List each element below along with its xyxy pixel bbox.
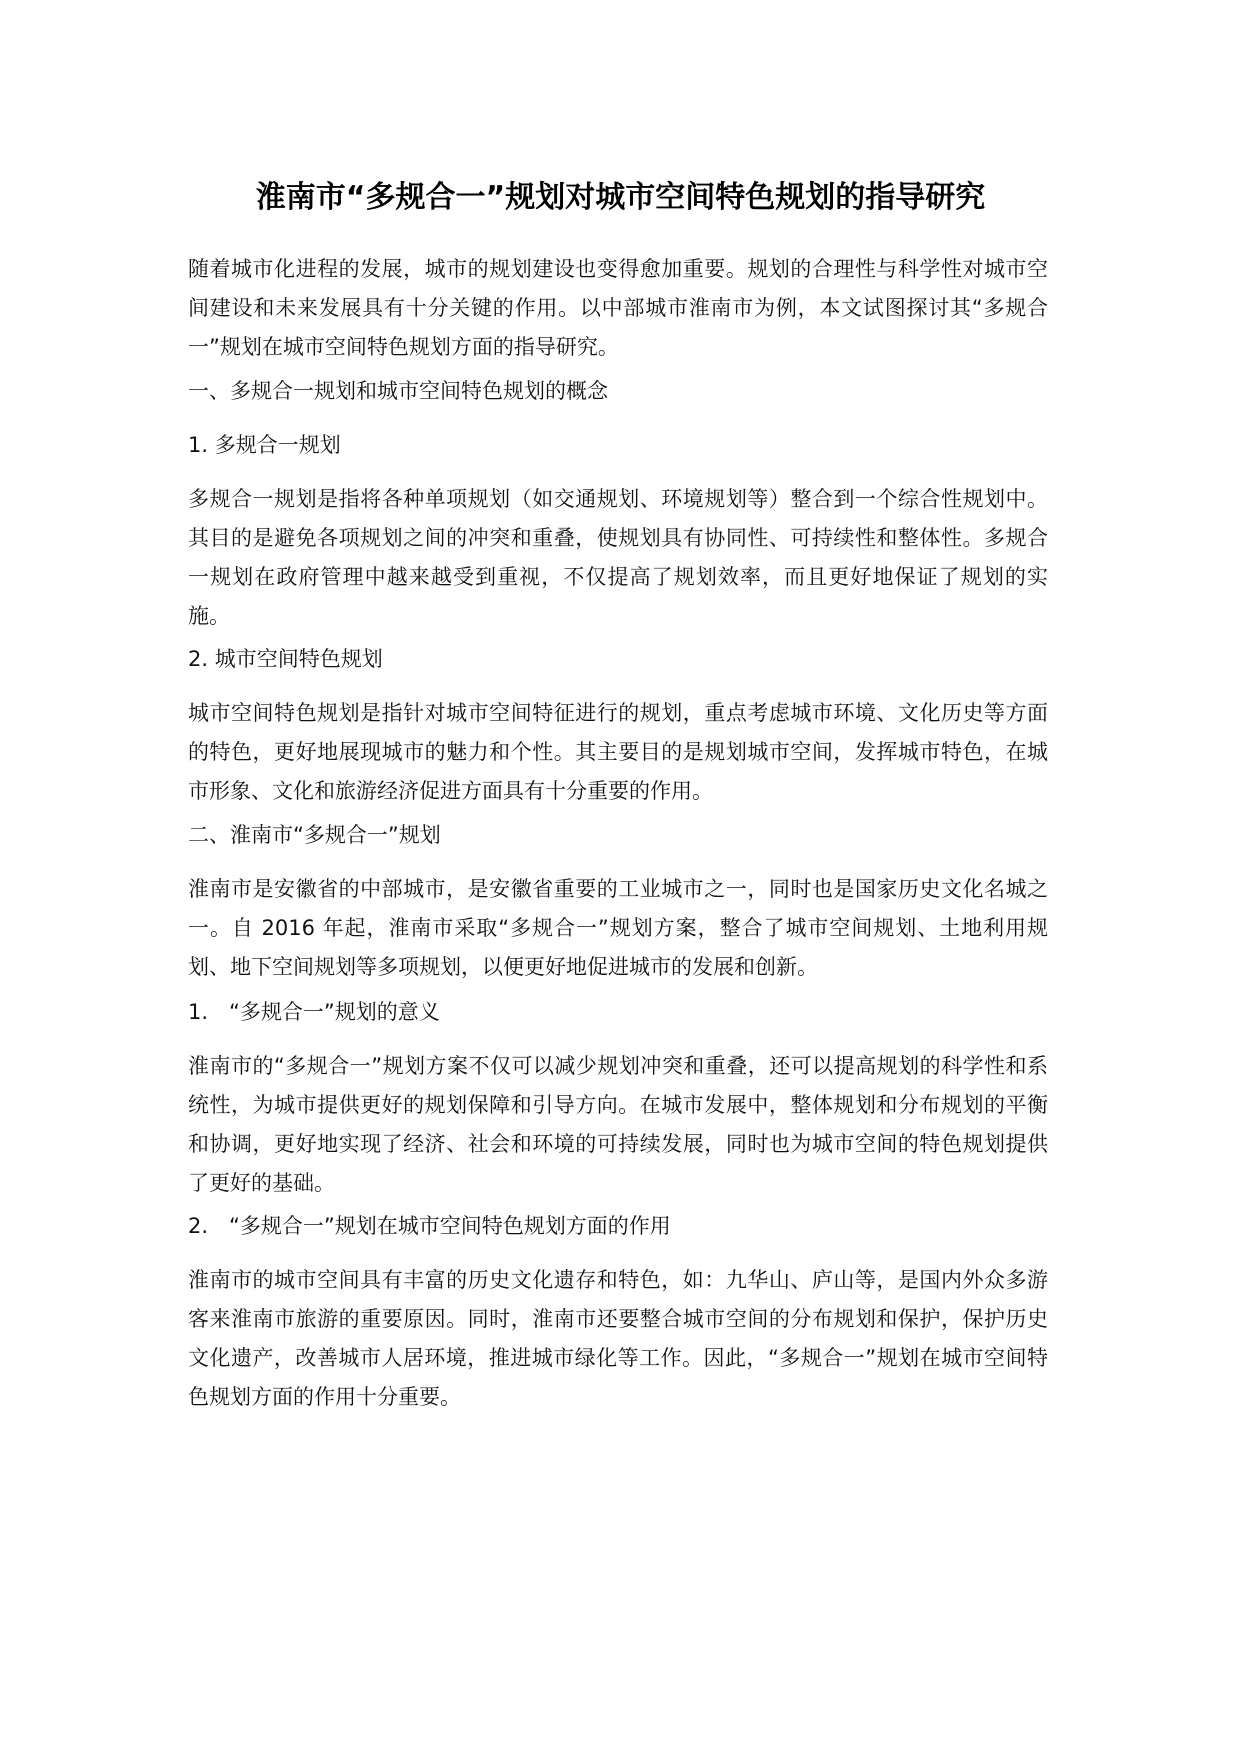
document-title: 淮南市“多规合一”规划对城市空间特色规划的指导研究	[255, 180, 986, 215]
paragraph-multi-plan-concept: 多规合一规划是指将各种单项规划（如交通规划、环境规划等）整合到一个综合性规划中。其目的是避免各项规划之间的冲突和重叠，使规划具有协同性、可持续性和整体性。多规合一规划在政府管理中越来越受到重视，不仅提高了规划效率，而且更好地保证了规划的实施。	[188, 487, 1048, 628]
subsection-heading-1-2: 2. 城市空间特色规划	[188, 647, 383, 671]
subsection-heading-1-1: 1. 多规合一规划	[188, 433, 341, 457]
subsection-heading-2-1: 1. “多规合一”规划的意义	[188, 1000, 440, 1024]
paragraph-significance: 淮南市的“多规合一”规划方案不仅可以减少规划冲突和重叠，还可以提高规划的科学性和系统性，为城市提供更好的规划保障和引导方向。在城市发展中，整体规划和分布规划的平衡和协调，更好地实现了经济、社会和环境的可持续发展，同时也为城市空间的特色规划提供了更好的基础。	[188, 1054, 1048, 1195]
section-heading-2: 二、淮南市“多规合一”规划	[188, 823, 441, 847]
paragraph-role: 淮南市的城市空间具有丰富的历史文化遗存和特色，如：九华山、庐山等，是国内外众多游客来淮南市旅游的重要原因。同时，淮南市还要整合城市空间的分布规划和保护，保护历史文化遗产，改善城市人居环境，推进城市绿化等工作。因此，“多规合一”规划在城市空间特色规划方面的作用十分重要。	[188, 1268, 1048, 1409]
intro-paragraph: 随着城市化进程的发展，城市的规划建设也变得愈加重要。规划的合理性与科学性对城市空间建设和未来发展具有十分关键的作用。以中部城市淮南市为例，本文试图探讨其“多规合一”规划在城市空间特色规划方面的指导研究。	[188, 257, 1048, 359]
section-heading-1: 一、多规合一规划和城市空间特色规划的概念	[188, 379, 608, 403]
subsection-heading-2-2: 2. “多规合一”规划在城市空间特色规划方面的作用	[188, 1214, 671, 1238]
paragraph-huainan-overview: 淮南市是安徽省的中部城市，是安徽省重要的工业城市之一，同时也是国家历史文化名城之一。自 2016 年起，淮南市采取“多规合一”规划方案，整合了城市空间规划、土地利用规划、地下空间规划等多项规划，以便更好地促进城市的发展和创新。	[188, 877, 1048, 979]
paragraph-spatial-feature-concept: 城市空间特色规划是指针对城市空间特征进行的规划，重点考虑城市环境、文化历史等方面的特色，更好地展现城市的魅力和个性。其主要目的是规划城市空间，发挥城市特色，在城市形象、文化和旅游经济促进方面具有十分重要的作用。	[188, 701, 1048, 803]
